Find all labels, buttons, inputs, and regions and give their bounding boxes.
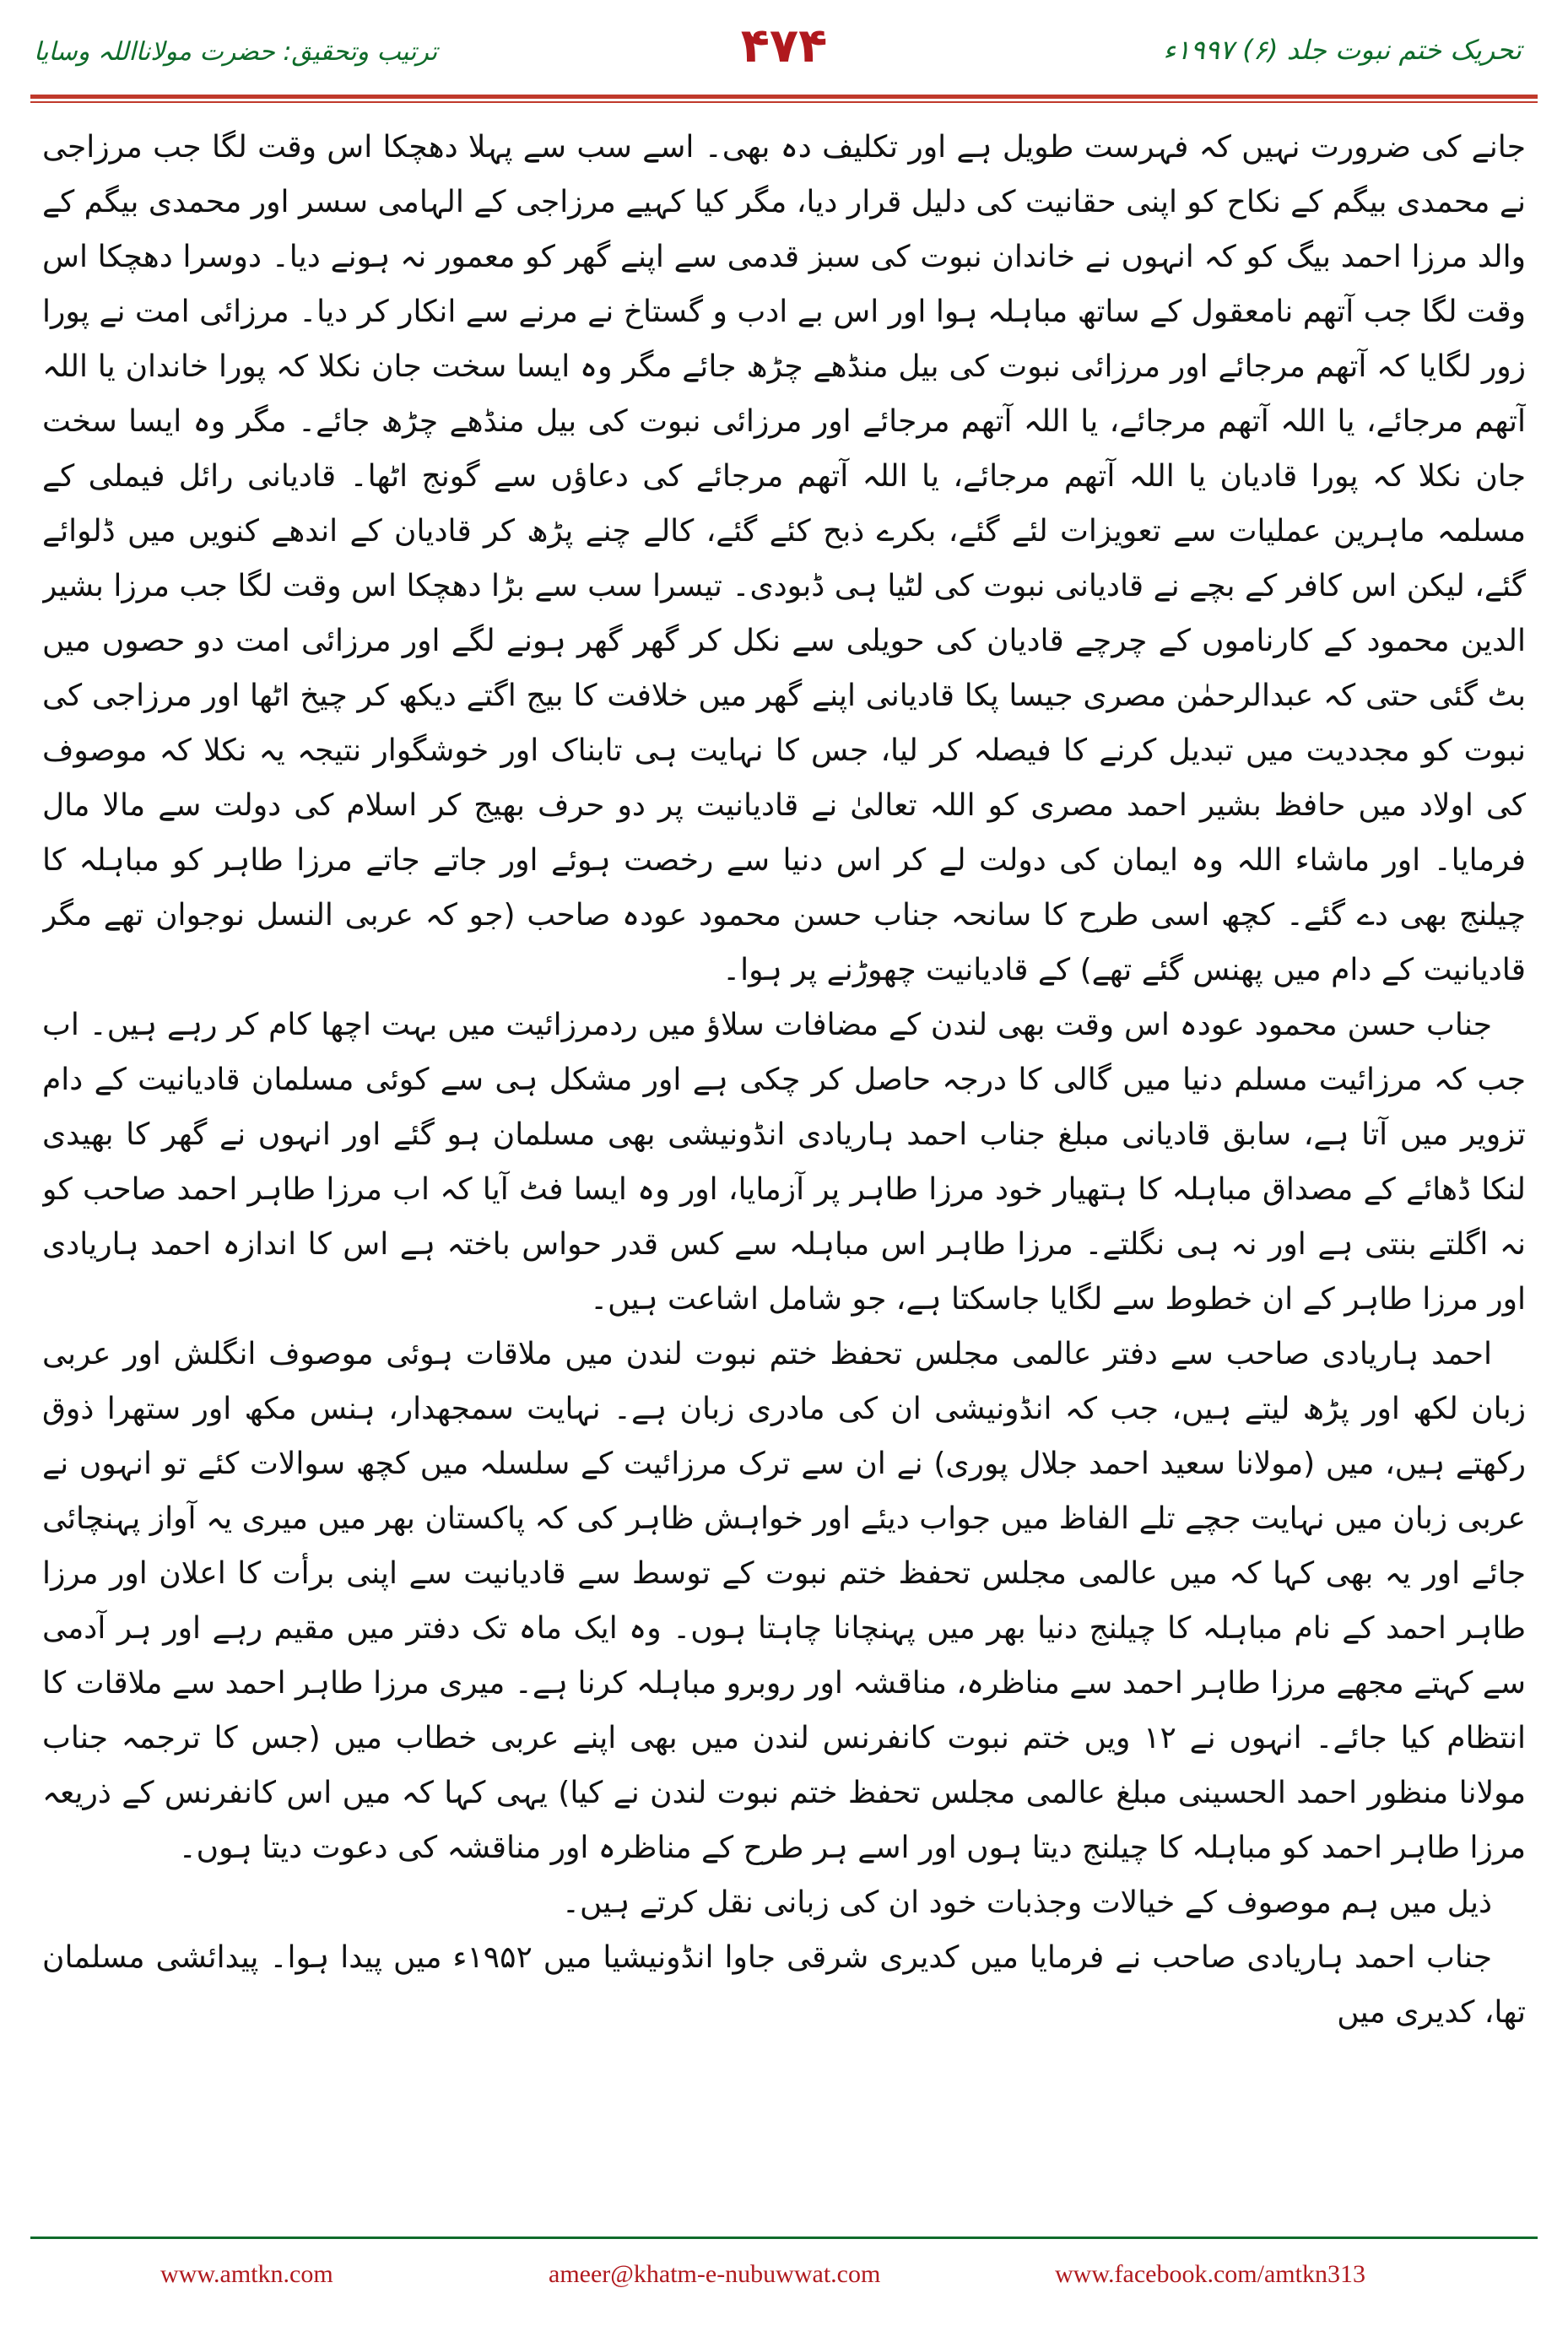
page-number: ۴۷۴ [740,19,828,73]
facebook-link[interactable]: www.facebook.com/amtkn313 [1055,2260,1365,2288]
paragraph: جناب احمد ہاریادی صاحب نے فرمایا میں کدیری شرقی جاوا انڈونیشیا میں ۱۹۵۲ء میں پیدا ہوا۔ پیدائشی مسلمان تھا، کدیری میں [42,1940,1526,2030]
paragraph: ذیل میں ہم موصوف کے خیالات وجذبات خود ان کی زبانی نقل کرتے ہیں۔ [561,1885,1492,1920]
book-title: تحریک ختم نبوت جلد (۶) ۱۹۹۷ء [1163,34,1522,66]
page-header [0,0,1568,101]
compiler-credit: ترتیب وتحقیق: حضرت مولانااللہ وسایا [34,37,438,67]
header-rule [30,95,1538,99]
paragraph: جانے کی ضرورت نہیں کہ فہرست طویل ہے اور تکلیف دہ بھی۔ اسے سب سے پہلا دھچکا اس وقت لگا جب مرزاجی نے محمدی بیگم کے نکاح کو اپنی حقانیت کی دلیل قرار دیا، مگر کیا کہیے مرزاجی کے الہامی سسر اور محمدی بیگم کے والد مرزا احمد بیگ کو کہ انہوں نے خاندان نبوت کی سبز قدمی سے اپنے گھر کو معمور نہ ہونے دیا۔ دوسرا دھچکا اس وقت لگا جب آتھم نامعقول کے ساتھ مباہلہ ہوا اور اس بے ادب و گستاخ نے مرنے سے انکار کر دیا۔ مرزائی امت نے پورا زور لگایا کہ آتھم مرجائے اور مرزائی نبوت کی بیل منڈھے چڑھ جائے مگر وہ ایسا سخت جان نکلا کہ پورا خاندان یا اللہ آتھم مرجائے، یا اللہ آتھم مرجائے، یا اللہ آتھم مرجائے اور مرزائی نبوت کی بیل منڈھے چڑھ جائے۔ مگر وہ ایسا سخت جان نکلا کہ پورا قادیان یا اللہ آتھم مرجائے، یا اللہ آتھم مرجائے کی دعاؤں سے گونج اٹھا۔ قادیانی رائل فیملی کے مسلمہ ماہرین عملیات سے تعویزات لئے گئے، بکرے ذبح کئے گئے، کالے چنے پڑھ کر قادیان کے اندھے کنویں میں ڈلوائے گئے، لیکن اس کافر کے بچے نے قادیانی نبوت کی لٹیا ہی ڈبودی۔ تیسرا سب سے بڑا دھچکا اس وقت لگا جب مرزا بشیر الدین محمود کے کارناموں کے چرچے قادیان کی حویلی سے نکل کر گھر گھر ہونے لگے اور مرزائی امت دو حصوں میں بٹ گئی حتی کہ عبدالرحمٰن مصری جیسا پکا قادیانی اپنے گھر میں خلافت کا بیج اگتے دیکھ کر چیخ اٹھا اور مرزاجی کی نبوت کو مجددیت میں تبدیل کرنے کا فیصلہ کر لیا، جس کا نہایت ہی تابناک اور خوشگوار نتیجہ یہ نکلا کہ موصوف کی اولاد میں حافظ بشیر احمد مصری کو اللہ تعالیٰ نے قادیانیت پر دو حرف بھیج کر اسلام کی دولت سے مالا مال فرمایا۔ اور ماشاء اللہ وہ ایمان کی دولت لے کر اس دنیا سے رخصت ہوئے اور جاتے جاتے مرزا طاہر کو مباہلہ کا چیلنج بھی دے گئے۔ کچھ اسی طرح کا سانحہ جناب حسن محمود عودہ صاحب (جو کہ عربی النسل نوجوان تھے مگر قادیانیت کے دام میں پھنس گئے تھے) کے قادیانیت چھوڑنے پر ہوا۔ [42,130,1526,987]
body-text [42,120,1526,2188]
website-link[interactable]: www.amtkn.com [160,2260,333,2288]
email-link[interactable]: ameer@khatm-e-nubuwwat.com [549,2260,881,2288]
paragraph: احمد ہاریادی صاحب سے دفتر عالمی مجلس تحفظ ختم نبوت لندن میں ملاقات ہوئی موصوف انگلش اور عربی زبان لکھ اور پڑھ لیتے ہیں، جب کہ انڈونیشی ان کی مادری زبان ہے۔ نہایت سمجھدار، ہنس مکھ اور ستھرا ذوق رکھتے ہیں، میں (مولانا سعید احمد جلال پوری) نے ان سے ترک مرزائیت کے سلسلہ میں کچھ سوالات کئے تو انہوں نے عربی زبان میں نہایت جچے تلے الفاظ میں جواب دیئے اور خواہش ظاہر کی کہ پاکستان بھر میں میری یہ آواز پہنچائی جائے اور یہ بھی کہا کہ میں عالمی مجلس تحفظ ختم نبوت کے توسط سے قادیانیت سے اپنی برأت کا اعلان اور مرزا طاہر احمد کے نام مباہلہ کا چیلنج دنیا بھر میں پہنچانا چاہتا ہوں۔ وہ ایک ماہ تک دفتر میں مقیم رہے اور ہر آدمی سے کہتے مجھے مرزا طاہر احمد سے مناظرہ، مناقشہ اور روبرو مباہلہ کرنا ہے۔ میری مرزا طاہر احمد سے ملاقات کا انتظام کیا جائے۔ انہوں نے ۱۲ ویں ختم نبوت کانفرنس لندن میں بھی اپنے عربی خطاب میں (جس کا ترجمہ جناب مولانا منظور احمد الحسینی مبلغ عالمی مجلس تحفظ ختم نبوت لندن نے کیا) یہی کہا کہ میں اس کانفرنس کے ذریعہ مرزا طاہر احمد کو مباہلہ کا چیلنج دیتا ہوں اور اسے ہر طرح کے مناظرہ اور مناقشہ کی دعوت دیتا ہوں۔ [42,1337,1526,1865]
header-rule-inner [30,101,1538,103]
page-footer [0,2252,1568,2302]
paragraph: جناب حسن محمود عودہ اس وقت بھی لندن کے مضافات سلاؤ میں ردمرزائیت میں بہت اچھا کام کر رہے ہیں۔ اب جب کہ مرزائیت مسلم دنیا میں گالی کا درجہ حاصل کر چکی ہے اور مشکل ہی سے کوئی مسلمان قادیانیت کے دام تزویر میں آتا ہے، سابق قادیانی مبلغ جناب احمد ہاریادی انڈونیشی بھی مسلمان ہو گئے اور انہوں نے گھر کا بھیدی لنکا ڈھائے کے مصداق مباہلہ کا ہتھیار خود مرزا طاہر پر آزمایا، اور وہ ایسا فٹ آیا کہ اب مرزا طاہر احمد صاحب کو نہ اگلتے بنتی ہے اور نہ ہی نگلتے۔ مرزا طاہر اس مباہلہ سے کس قدر حواس باختہ ہے اس کا اندازہ احمد ہاریادی اور مرزا طاہر کے ان خطوط سے لگایا جاسکتا ہے، جو شامل اشاعت ہیں۔ [42,1008,1526,1317]
footer-rule [30,2237,1538,2239]
